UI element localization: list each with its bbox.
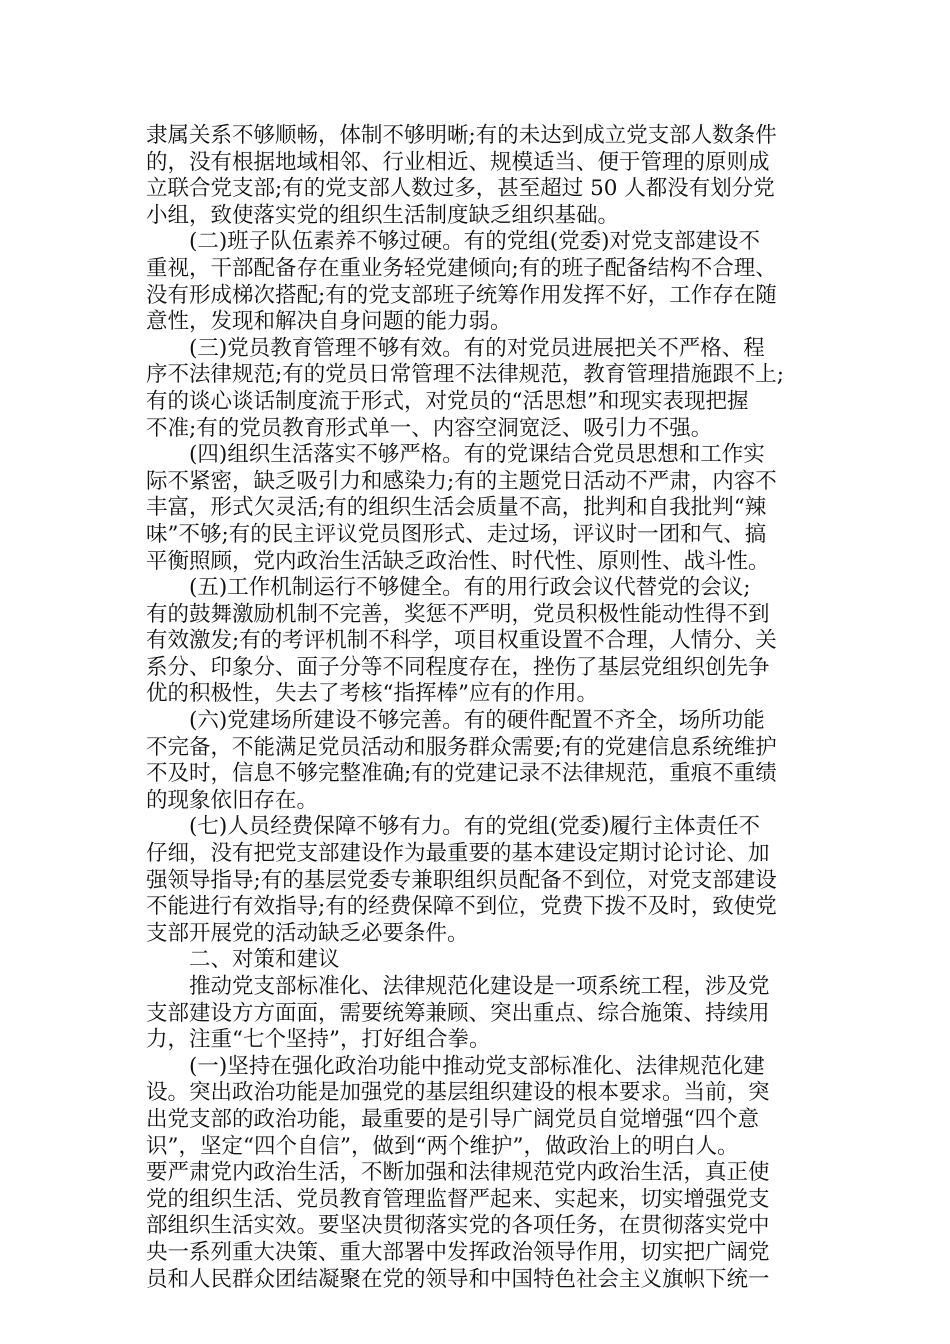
text-line: 立联合党支部;有的党支部人数过多，甚至超过 50 人都没有划分党 [146,176,775,202]
text-line: 二、对策和建议 [146,947,340,973]
text-line: 不及时，信息不够完整准确;有的党建记录不法律规范，重痕不重绩 [146,761,777,787]
document-body-text [146,123,810,1293]
text-line: 不准;有的党员教育形式单一、内容空洞宽泛、吸引力不强。 [146,415,713,441]
text-line: 设。突出政治功能是加强党的基层组织建设的根本要求。当前，突 [146,1080,770,1106]
text-line: (七)人员经费保障不够有力。有的党组(党委)履行主体责任不 [146,814,761,840]
text-line: 有效激发;有的考评机制不科学，项目权重设置不合理，人情分、关 [146,628,777,654]
text-line: 平衡照顾，党内政治生活缺乏政治性、时代性、原则性、战斗性。 [146,548,770,574]
text-line: 出党支部的政治功能，最重要的是引导广阔党员自觉增强“四个意 [146,1106,759,1132]
text-line: 有的谈心谈话制度流于形式，对党员的“活思想”和现实表现把握 [146,388,749,414]
text-line: 的，没有根据地域相邻、行业相近、规模适当、便于管理的原则成 [146,149,770,175]
text-line: 推动党支部标准化、法律规范化建设是一项系统工程，涉及党 [146,974,770,999]
text-line: 意性，发现和解决自身问题的能力弱。 [146,309,512,335]
text-line: 味”不够;有的民主评议党员图形式、走过场，评议时一团和气、搞 [146,521,767,547]
text-line: 小组，致使落实党的组织生活制度缺乏组织基础。 [146,202,620,228]
text-line: 部组织生活实效。要坚决贯彻落实党的各项任务，在贯彻落实党中 [146,1213,770,1239]
text-line: 重视，干部配备存在重业务轻党建倾向;有的班子配备结构不合理、 [146,255,777,281]
text-line: 央一系列重大决策、重大部署中发挥政治领导作用，切实把广阔党 [146,1239,770,1265]
text-line: 不能进行有效指导;有的经费保障不到位，党费下拨不及时，致使党 [146,894,777,920]
text-line: 没有形成梯次搭配;有的党支部班子统筹作用发挥不好，工作存在随 [146,282,777,308]
text-line: 支部开展党的活动缺乏必要条件。 [146,920,469,946]
text-line: 支部建设方方面面，需要统筹兼顾、突出重点、综合施策、持续用 [146,1000,770,1026]
text-line: 要严肃党内政治生活，不断加强和法律规范党内政治生活，真正使 [146,1160,770,1186]
text-line: 强领导指导;有的基层党委专兼职组织员配备不到位，对党支部建设 [146,867,777,893]
text-line: 优的积极性，失去了考核“指挥棒”应有的作用。 [146,681,598,707]
text-line: 员和人民群众团结凝聚在党的领导和中国特色社会主义旗帜下统一 [146,1266,770,1292]
text-line: 不完备，不能满足党员活动和服务群众需要;有的党建信息系统维护 [146,734,777,760]
text-line: 识”，坚定“四个自信”，做到“两个维护”，做政治上的明白人。 [146,1133,739,1159]
text-line: 力，注重“七个坚持”，打好组合拳。 [146,1027,491,1053]
text-line: (三)党员教育管理不够有效。有的对党员进展把关不严格、程 [146,335,765,361]
text-line: 的现象依旧存在。 [146,787,319,813]
text-line: (五)工作机制运行不够健全。有的用行政会议代替党的会议; [146,575,751,601]
text-line: 序不法律规范;有的党员日常管理不法律规范，教育管理措施跟不上; [146,362,784,388]
text-line: (二)班子队伍素养不够过硬。有的党组(党委)对党支部建设不 [146,229,761,255]
text-line: 隶属关系不够顺畅，体制不够明晰;有的未达到成立党支部人数条件 [146,123,777,148]
text-line: (四)组织生活落实不够严格。有的党课结合党员思想和工作实 [146,442,765,468]
text-line: 党的组织生活、党员教育管理监督严起来、实起来，切实增强党支 [146,1186,770,1212]
text-line: 际不紧密，缺乏吸引力和感染力;有的主题党日活动不严肃，内容不 [146,468,777,494]
text-line: 仔细，没有把党支部建设作为最重要的基本建设定期讨论讨论、加 [146,841,770,867]
text-line: 有的鼓舞激励机制不完善，奖惩不严明，党员积极性能动性得不到 [146,601,770,627]
text-line: (六)党建场所建设不够完善。有的硬件配置不齐全，场所功能 [146,708,765,734]
text-line: 丰富，形式欠灵活;有的组织生活会质量不高，批判和自我批判“辣 [146,495,767,521]
text-line: (一)坚持在强化政治功能中推动党支部标准化、法律规范化建 [146,1053,765,1079]
text-line: 系分、印象分、面子分等不同程度存在，挫伤了基层党组织创先争 [146,654,770,680]
